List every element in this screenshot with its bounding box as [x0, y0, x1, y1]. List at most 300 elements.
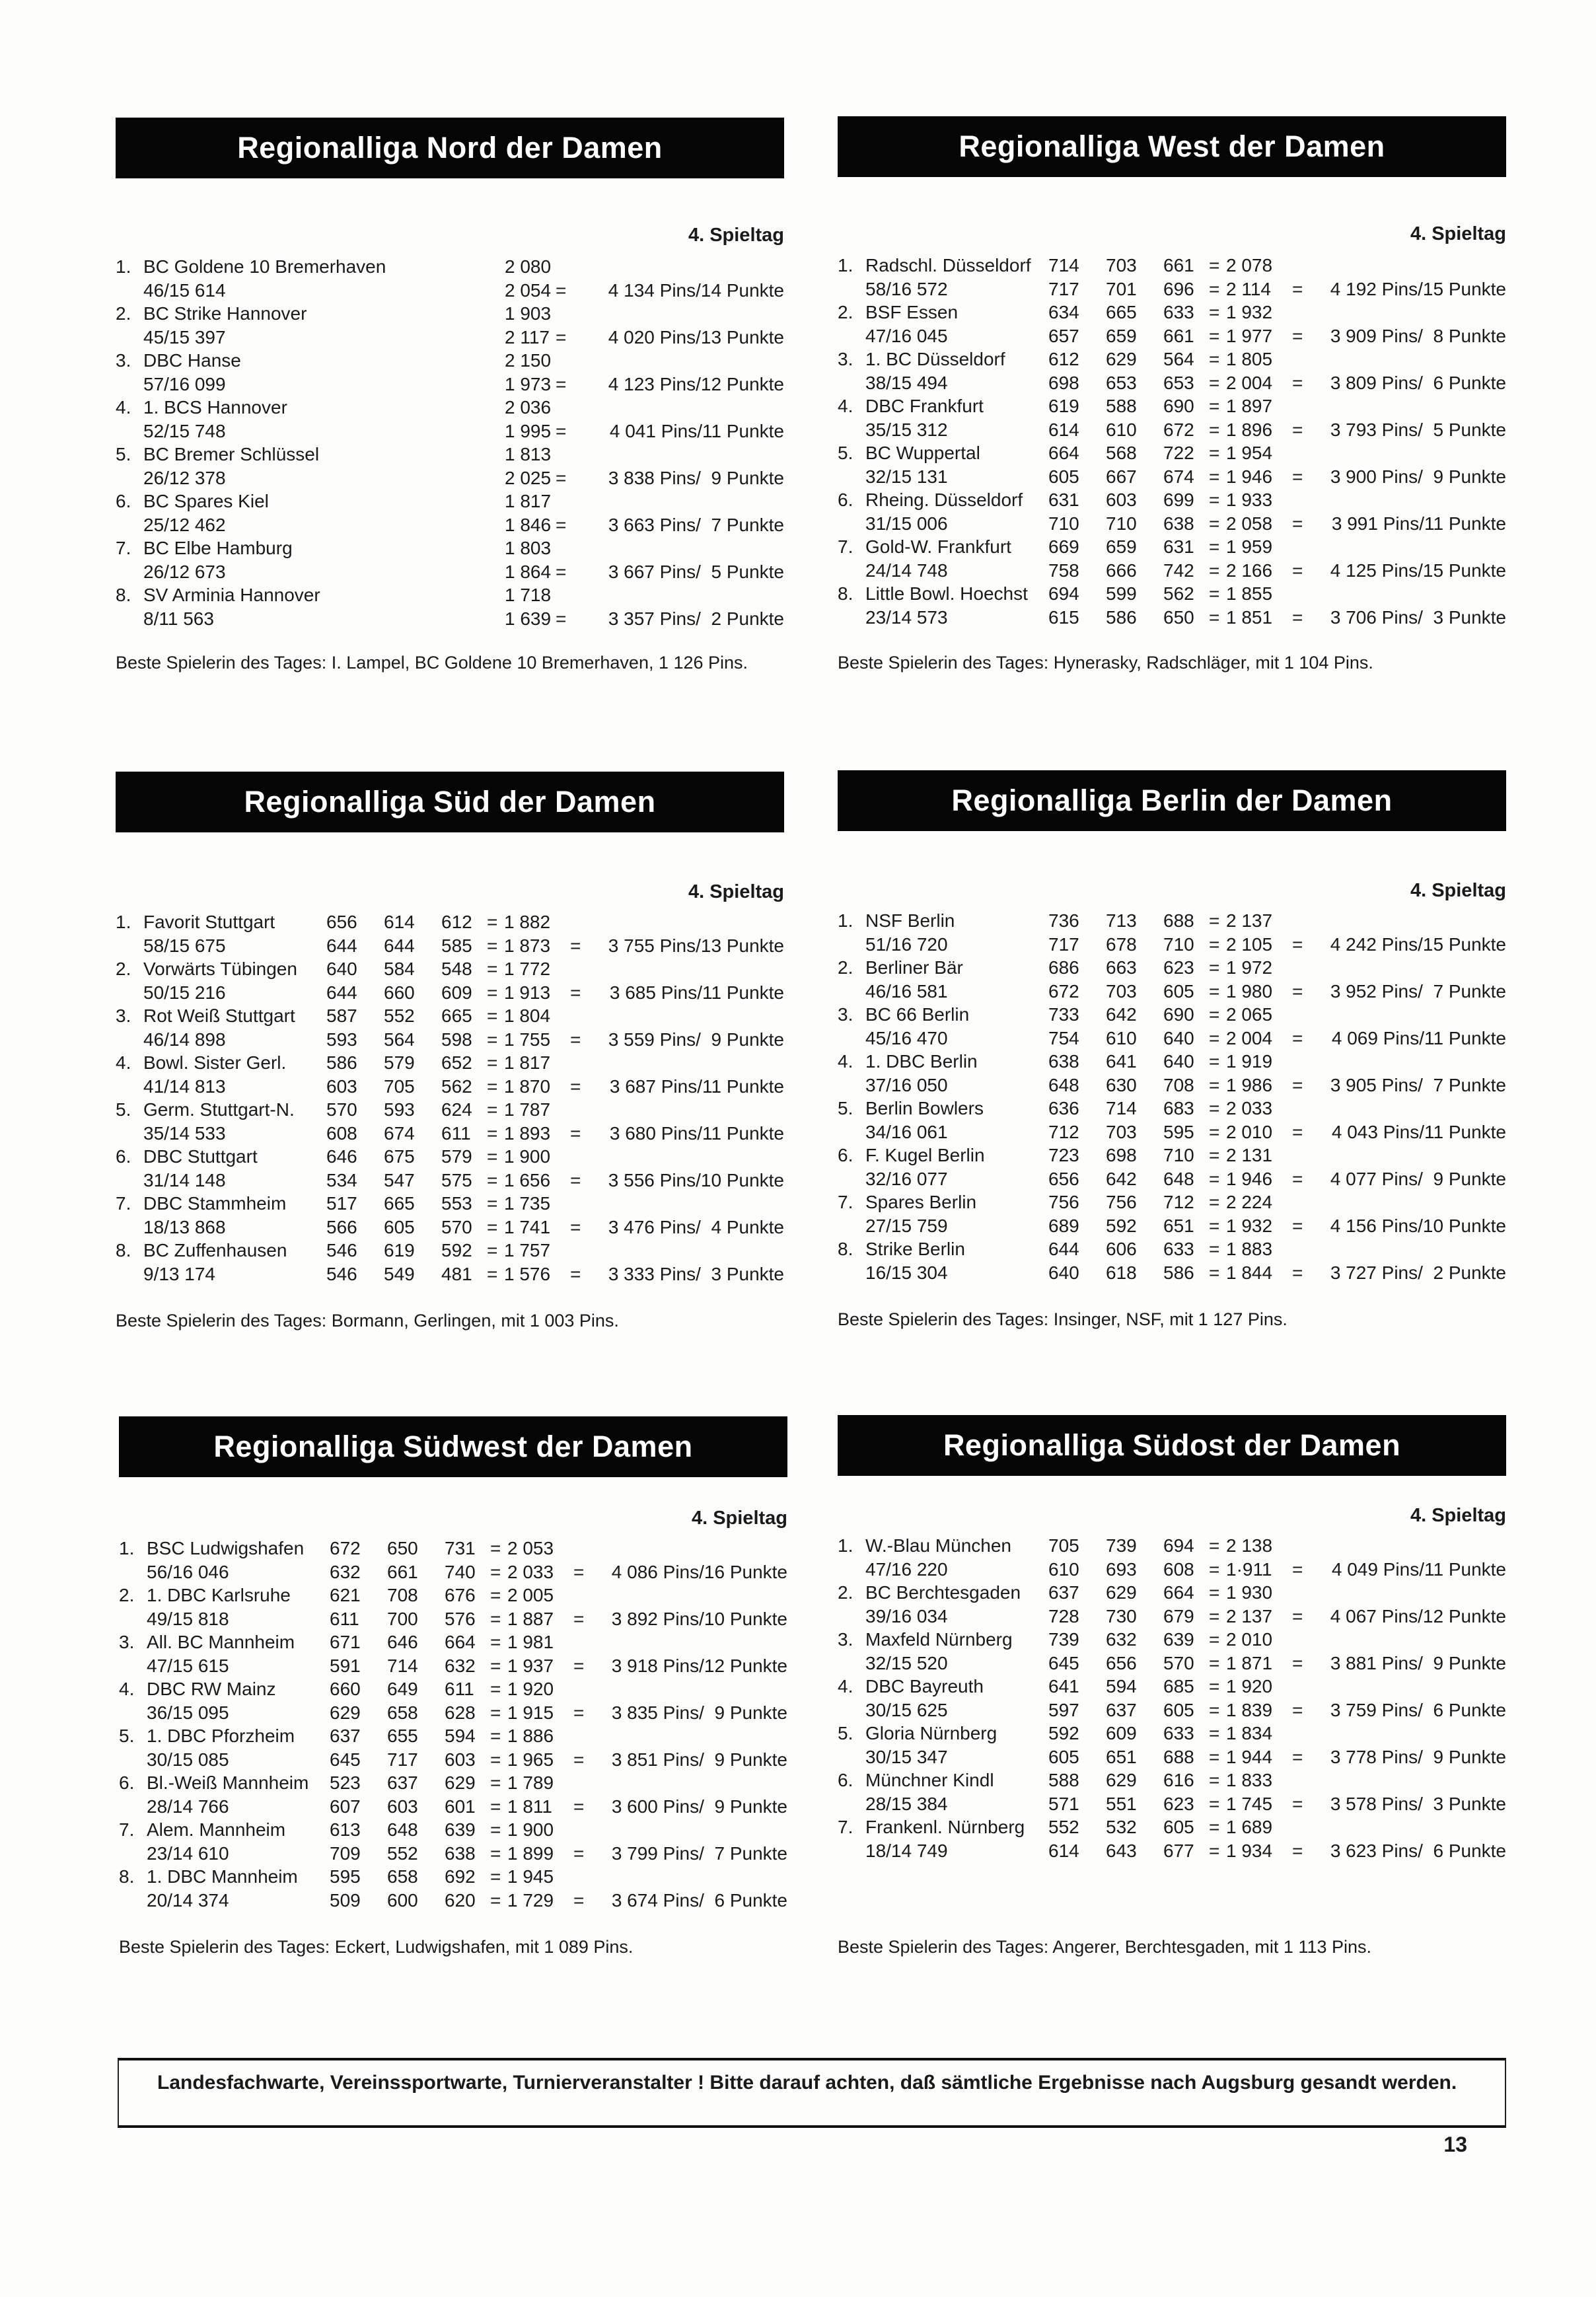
team-total: 3 778 Pins/ 9 Punkte	[1330, 1746, 1506, 1767]
team-rank: 5.	[838, 1098, 853, 1118]
equals-sign: =	[1209, 1699, 1220, 1720]
team-row-detail	[119, 1842, 787, 1866]
team-total: 3 900 Pins/ 9 Punkte	[1330, 466, 1506, 487]
first-half-sum: 1 900	[504, 1146, 551, 1167]
team-row	[119, 1818, 787, 1842]
equals-sign: =	[1209, 1027, 1220, 1048]
team-row-detail	[838, 1745, 1506, 1769]
equals-sign: =	[490, 1866, 501, 1887]
game-score: 710	[1048, 513, 1079, 534]
team-row-detail	[838, 1167, 1506, 1191]
game-score: 712	[1048, 1121, 1079, 1142]
team-total: 3 892 Pins/10 Punkte	[611, 1608, 787, 1629]
game-score: 666	[1106, 560, 1137, 581]
game-score: 641	[1106, 1051, 1137, 1072]
team-total: 3 851 Pins/ 9 Punkte	[611, 1749, 787, 1770]
equals-sign: =	[570, 1029, 581, 1050]
game-score: 641	[1048, 1676, 1079, 1696]
first-half-sum: 1 920	[507, 1679, 554, 1699]
second-half-sum: 1 839	[1226, 1699, 1273, 1720]
team-row-detail	[116, 326, 784, 349]
first-half-sum: 1 804	[504, 1005, 551, 1026]
team-season-stats: 28/15 384	[865, 1793, 948, 1814]
game-score: 640	[1163, 1051, 1194, 1072]
team-total: 3 559 Pins/ 9 Punkte	[608, 1029, 784, 1050]
first-half-sum: 1 803	[505, 538, 552, 558]
second-half-sum: 1 965	[507, 1749, 554, 1770]
equals-sign: =	[490, 1561, 501, 1582]
game-score: 610	[1048, 1558, 1079, 1580]
team-name: Rheing. Düsseldorf	[865, 490, 1023, 510]
team-total: 4 041 Pins/11 Punkte	[609, 420, 784, 441]
equals-sign: =	[1209, 1145, 1220, 1165]
second-half-sum: 1 844	[1226, 1262, 1273, 1283]
game-score: 756	[1106, 1192, 1137, 1212]
team-name: BC Berchtesgaden	[865, 1582, 1021, 1603]
team-row	[116, 349, 784, 373]
equals-sign: =	[1209, 910, 1220, 931]
equals-sign: =	[556, 420, 567, 441]
standings-table	[116, 910, 784, 1286]
game-score: 658	[387, 1866, 418, 1887]
equals-sign: =	[487, 1216, 498, 1237]
first-half-sum: 2 131	[1226, 1145, 1273, 1165]
equals-sign: =	[1292, 1746, 1303, 1767]
team-season-stats: 27/15 759	[865, 1215, 948, 1236]
equals-sign: =	[1292, 1605, 1303, 1626]
equals-sign: =	[1209, 372, 1220, 393]
game-score: 612	[441, 912, 472, 932]
equals-sign: =	[1209, 466, 1220, 487]
game-score: 593	[326, 1029, 357, 1050]
standings-table	[838, 1534, 1506, 1862]
team-rank: 2.	[119, 1585, 135, 1605]
team-row-detail	[838, 1652, 1506, 1675]
team-name: BC Strike Hannover	[143, 303, 307, 324]
team-name: BC Goldene 10 Bremerhaven	[143, 256, 386, 277]
game-score: 593	[384, 1099, 415, 1120]
page-number: 13	[1443, 2133, 1467, 2156]
first-half-sum: 1 883	[1226, 1239, 1273, 1259]
game-score: 633	[1163, 302, 1194, 322]
team-row	[116, 443, 784, 466]
team-rank: 4.	[838, 396, 853, 416]
equals-sign: =	[1209, 1793, 1220, 1814]
game-score: 644	[1048, 1239, 1079, 1259]
equals-sign: =	[556, 326, 567, 347]
game-score: 633	[1163, 1239, 1194, 1259]
equals-sign: =	[570, 935, 581, 956]
team-name: Favorit Stuttgart	[143, 912, 275, 932]
game-score: 708	[1163, 1074, 1194, 1095]
team-season-stats: 35/14 533	[143, 1122, 226, 1144]
game-score: 663	[1106, 957, 1137, 978]
game-score: 579	[441, 1146, 472, 1167]
game-score: 564	[1163, 349, 1194, 369]
equals-sign: =	[487, 1263, 498, 1284]
team-row-detail	[119, 1889, 787, 1913]
game-score: 629	[330, 1702, 361, 1723]
standings-table	[119, 1537, 787, 1912]
second-half-sum: 1 656	[504, 1169, 551, 1190]
team-rank: 2.	[838, 957, 853, 978]
equals-sign: =	[570, 1169, 581, 1190]
first-half-sum: 2 078	[1226, 255, 1273, 275]
game-score: 693	[1106, 1558, 1137, 1580]
game-score: 652	[441, 1052, 472, 1073]
second-half-sum: 1 639	[505, 608, 552, 629]
game-score: 754	[1048, 1027, 1079, 1048]
team-row	[119, 1584, 787, 1607]
team-season-stats: 36/15 095	[147, 1702, 229, 1723]
game-score: 552	[384, 1005, 415, 1026]
game-score: 603	[326, 1076, 357, 1097]
game-score: 588	[1106, 396, 1137, 416]
second-half-sum: 1 811	[507, 1796, 552, 1817]
team-row	[838, 1815, 1506, 1839]
team-total: 3 663 Pins/ 7 Punkte	[608, 514, 784, 535]
first-half-sum: 1 920	[1226, 1676, 1273, 1696]
game-score: 665	[384, 1193, 415, 1214]
first-half-sum: 2 033	[1226, 1098, 1273, 1118]
equals-sign: =	[487, 1169, 498, 1190]
equals-sign: =	[490, 1726, 501, 1746]
team-name: Gloria Nürnberg	[865, 1723, 998, 1743]
equals-sign: =	[487, 1193, 498, 1214]
equals-sign: =	[1209, 1262, 1220, 1283]
game-score: 639	[445, 1819, 476, 1840]
team-row-detail	[116, 934, 784, 958]
team-row-detail	[838, 465, 1506, 489]
game-score: 665	[1106, 302, 1137, 322]
team-season-stats: 51/16 720	[865, 933, 948, 955]
equals-sign: =	[490, 1585, 501, 1605]
team-rank: 6.	[116, 491, 131, 511]
game-score: 615	[1048, 606, 1079, 628]
team-total: 3 881 Pins/ 9 Punkte	[1330, 1652, 1506, 1673]
game-score: 660	[384, 982, 415, 1003]
team-total: 3 909 Pins/ 8 Punkte	[1330, 325, 1506, 346]
equals-sign: =	[1292, 1215, 1303, 1236]
team-row-detail	[838, 1605, 1506, 1628]
game-score: 640	[1163, 1027, 1194, 1048]
first-half-sum: 1 718	[505, 585, 552, 605]
game-score: 629	[1106, 349, 1137, 369]
second-half-sum: 2 033	[507, 1561, 554, 1582]
team-row-detail	[116, 466, 784, 490]
team-total: 3 476 Pins/ 4 Punkte	[608, 1216, 784, 1237]
game-score: 595	[1163, 1121, 1194, 1142]
game-score: 640	[1048, 1262, 1079, 1283]
team-rank: 1.	[116, 256, 131, 277]
team-row-detail	[116, 1216, 784, 1239]
team-season-stats: 30/15 085	[147, 1749, 229, 1770]
game-score: 674	[384, 1122, 415, 1144]
equals-sign: =	[1292, 1558, 1303, 1580]
team-row-detail	[838, 1074, 1506, 1097]
game-score: 586	[326, 1052, 357, 1073]
second-half-sum: 1 973	[505, 373, 552, 394]
team-row	[838, 1190, 1506, 1214]
second-half-sum: 2 137	[1226, 1605, 1273, 1626]
team-rank: 6.	[116, 1146, 131, 1167]
team-row-detail	[116, 607, 784, 631]
equals-sign: =	[1209, 1746, 1220, 1767]
second-half-sum: 1 745	[1226, 1793, 1273, 1814]
second-half-sum: 1 986	[1226, 1074, 1273, 1095]
team-row-detail	[838, 277, 1506, 301]
game-score: 685	[1163, 1676, 1194, 1696]
team-rank: 7.	[116, 538, 131, 558]
team-total: 3 905 Pins/ 7 Punkte	[1330, 1074, 1506, 1095]
equals-sign: =	[556, 608, 567, 629]
game-score: 642	[1106, 1004, 1137, 1025]
first-half-sum: 1 932	[1226, 302, 1273, 322]
equals-sign: =	[1292, 513, 1303, 534]
team-row	[116, 583, 784, 607]
game-score: 509	[330, 1889, 361, 1911]
game-score: 664	[445, 1632, 476, 1652]
game-score: 611	[330, 1608, 359, 1629]
game-score: 592	[441, 1240, 472, 1260]
team-row-detail	[838, 1792, 1506, 1816]
equals-sign: =	[1209, 1629, 1220, 1650]
game-score: 728	[1048, 1605, 1079, 1626]
team-total: 3 799 Pins/ 7 Punkte	[611, 1842, 787, 1864]
team-name: DBC Frankfurt	[865, 396, 984, 416]
game-score: 620	[445, 1889, 476, 1911]
game-score: 610	[1106, 1027, 1137, 1048]
equals-sign: =	[1209, 1723, 1220, 1743]
team-name: BC Zuffenhausen	[143, 1240, 287, 1260]
game-score: 616	[1163, 1770, 1194, 1790]
game-score: 656	[326, 912, 357, 932]
second-half-sum: 2 058	[1226, 513, 1273, 534]
game-score: 621	[330, 1585, 361, 1605]
team-total: 3 685 Pins/11 Punkte	[609, 982, 784, 1003]
game-score: 638	[1048, 1051, 1079, 1072]
team-name: SV Arminia Hannover	[143, 585, 320, 605]
game-score: 611	[441, 1122, 471, 1144]
league-title: Regionalliga Berlin der Damen	[838, 770, 1506, 831]
game-score: 713	[1106, 910, 1137, 931]
game-score: 606	[1106, 1239, 1137, 1259]
team-name: Frankenl. Nürnberg	[865, 1817, 1025, 1837]
game-score: 624	[441, 1099, 472, 1120]
game-score: 613	[330, 1819, 361, 1840]
team-total: 3 674 Pins/ 6 Punkte	[611, 1889, 787, 1911]
game-score: 758	[1048, 560, 1079, 581]
game-score: 656	[1106, 1652, 1137, 1673]
game-score: 646	[387, 1632, 418, 1652]
team-row-detail	[116, 981, 784, 1005]
equals-sign: =	[1292, 325, 1303, 346]
team-row-detail	[116, 373, 784, 396]
game-score: 605	[1048, 466, 1079, 487]
game-score: 644	[326, 935, 357, 956]
team-rank: 6.	[119, 1772, 135, 1793]
equals-sign: =	[490, 1538, 501, 1558]
team-name: Vorwärts Tübingen	[143, 959, 297, 979]
team-row	[838, 1675, 1506, 1698]
notice-box: Landesfachwarte, Vereinssportwarte, Turnierveranstalter ! Bitte darauf achten, daß sämtliche Ergebnisse nach Augsburg gesandt werden.	[118, 2058, 1506, 2128]
team-name: 1. BCS Hannover	[143, 397, 287, 418]
team-row-detail	[838, 1027, 1506, 1050]
team-row	[838, 1534, 1506, 1558]
game-score: 630	[1106, 1074, 1137, 1095]
team-name: 1. DBC Mannheim	[147, 1866, 298, 1887]
equals-sign: =	[490, 1679, 501, 1699]
team-total: 4 125 Pins/15 Punkte	[1330, 560, 1506, 581]
game-score: 733	[1048, 1004, 1079, 1025]
team-rank: 3.	[838, 349, 853, 369]
team-season-stats: 32/15 520	[865, 1652, 948, 1673]
matchday-label: 4. Spieltag	[688, 881, 784, 902]
game-score: 664	[1048, 443, 1079, 463]
game-score: 709	[330, 1842, 361, 1864]
team-season-stats: 18/13 868	[143, 1216, 226, 1237]
equals-sign: =	[570, 1076, 581, 1097]
game-score: 664	[1163, 1582, 1194, 1603]
game-score: 740	[445, 1561, 476, 1582]
team-name: Münchner Kindl	[865, 1770, 994, 1790]
team-total: 4 242 Pins/15 Punkte	[1330, 933, 1506, 955]
equals-sign: =	[1209, 1004, 1220, 1025]
team-rank: 3.	[119, 1632, 135, 1652]
game-score: 714	[387, 1655, 418, 1676]
equals-sign: =	[1209, 1840, 1220, 1861]
first-half-sum: 1 972	[1226, 957, 1273, 978]
team-total: 3 918 Pins/12 Punkte	[611, 1655, 787, 1676]
team-total: 4 192 Pins/15 Punkte	[1330, 278, 1506, 299]
equals-sign: =	[1209, 560, 1220, 581]
game-score: 570	[441, 1216, 472, 1237]
team-name: Berlin Bowlers	[865, 1098, 984, 1118]
game-score: 632	[330, 1561, 361, 1582]
game-score: 547	[384, 1169, 415, 1190]
team-season-stats: 32/16 077	[865, 1168, 948, 1189]
team-row-detail	[838, 559, 1506, 583]
team-season-stats: 31/14 148	[143, 1169, 226, 1190]
team-name: BSC Ludwigshafen	[147, 1538, 305, 1558]
game-score: 595	[330, 1866, 361, 1887]
game-score: 586	[1163, 1262, 1194, 1283]
team-season-stats: 52/15 748	[143, 420, 226, 441]
equals-sign: =	[487, 935, 498, 956]
team-total: 3 838 Pins/ 9 Punkte	[608, 467, 784, 488]
second-half-sum: 1 937	[507, 1655, 554, 1676]
game-score: 623	[1163, 1793, 1194, 1814]
game-score: 712	[1163, 1192, 1194, 1212]
game-score: 591	[330, 1655, 361, 1676]
team-name: 1. DBC Pforzheim	[147, 1726, 295, 1746]
equals-sign: =	[487, 982, 498, 1003]
game-score: 710	[1163, 1145, 1194, 1165]
team-season-stats: 8/11 563	[143, 608, 214, 629]
game-score: 645	[330, 1749, 361, 1770]
team-rank: 4.	[116, 397, 131, 418]
team-row-detail	[116, 1169, 784, 1192]
team-name: Germ. Stuttgart-N.	[143, 1099, 295, 1120]
game-score: 648	[387, 1819, 418, 1840]
league-title: Regionalliga Südwest der Damen	[119, 1416, 787, 1477]
game-score: 672	[1163, 419, 1194, 440]
equals-sign: =	[1292, 1027, 1303, 1048]
first-half-sum: 2 138	[1226, 1535, 1273, 1556]
team-total: 3 809 Pins/ 6 Punkte	[1330, 372, 1506, 393]
team-total: 4 134 Pins/14 Punkte	[608, 279, 784, 301]
game-score: 643	[1106, 1840, 1137, 1861]
game-score: 710	[1163, 933, 1194, 955]
equals-sign: =	[1209, 980, 1220, 1002]
equals-sign: =	[570, 1216, 581, 1237]
matchday-label: 4. Spieltag	[688, 225, 784, 246]
equals-sign: =	[490, 1842, 501, 1864]
game-score: 696	[1163, 278, 1194, 299]
team-total: 4 086 Pins/16 Punkte	[611, 1561, 787, 1582]
best-player-note: Beste Spielerin des Tages: Insinger, NSF, mit 1 127 Pins.	[838, 1309, 1288, 1329]
equals-sign: =	[1292, 1840, 1303, 1861]
team-rank: 7.	[119, 1819, 135, 1840]
team-total: 3 578 Pins/ 3 Punkte	[1330, 1793, 1506, 1814]
team-name: NSF Berlin	[865, 910, 955, 931]
second-half-sum: 1 755	[504, 1029, 551, 1050]
game-score: 605	[384, 1216, 415, 1237]
game-score: 669	[1048, 536, 1079, 557]
team-rank: 1.	[838, 910, 853, 931]
second-half-sum: 1·911	[1226, 1558, 1272, 1580]
equals-sign: =	[1209, 1051, 1220, 1072]
team-total: 4 123 Pins/12 Punkte	[608, 373, 784, 394]
equals-sign: =	[490, 1702, 501, 1723]
team-season-stats: 25/12 462	[143, 514, 226, 535]
game-score: 562	[441, 1076, 472, 1097]
game-score: 690	[1163, 1004, 1194, 1025]
team-season-stats: 58/16 572	[865, 278, 948, 299]
team-season-stats: 56/16 046	[147, 1561, 229, 1582]
matchday-label: 4. Spieltag	[691, 1508, 787, 1529]
equals-sign: =	[1209, 606, 1220, 628]
team-name: Spares Berlin	[865, 1192, 977, 1212]
team-row	[838, 535, 1506, 559]
game-score: 481	[441, 1263, 472, 1284]
league-title: Regionalliga Nord der Damen	[116, 118, 784, 178]
first-half-sum: 1 834	[1226, 1723, 1273, 1743]
team-row-detail	[838, 418, 1506, 442]
equals-sign: =	[1292, 1074, 1303, 1095]
team-total: 3 357 Pins/ 2 Punkte	[608, 608, 784, 629]
team-name: 1. DBC Karlsruhe	[147, 1585, 291, 1605]
team-total: 4 043 Pins/11 Punkte	[1331, 1121, 1506, 1142]
first-half-sum: 2 010	[1226, 1629, 1273, 1650]
game-score: 705	[384, 1076, 415, 1097]
game-score: 637	[330, 1726, 361, 1746]
equals-sign: =	[1209, 255, 1220, 275]
equals-sign: =	[1292, 1121, 1303, 1142]
team-row	[838, 1237, 1506, 1261]
team-season-stats: 26/12 673	[143, 561, 226, 582]
equals-sign: =	[490, 1749, 501, 1770]
game-score: 619	[1048, 396, 1079, 416]
team-row-detail	[838, 324, 1506, 348]
team-season-stats: 45/16 470	[865, 1027, 948, 1048]
team-row-detail	[838, 1261, 1506, 1285]
second-half-sum: 1 896	[1226, 419, 1273, 440]
equals-sign: =	[1209, 1074, 1220, 1095]
equals-sign: =	[490, 1632, 501, 1652]
team-rank: 8.	[838, 583, 853, 604]
team-total: 3 755 Pins/13 Punkte	[608, 935, 784, 956]
